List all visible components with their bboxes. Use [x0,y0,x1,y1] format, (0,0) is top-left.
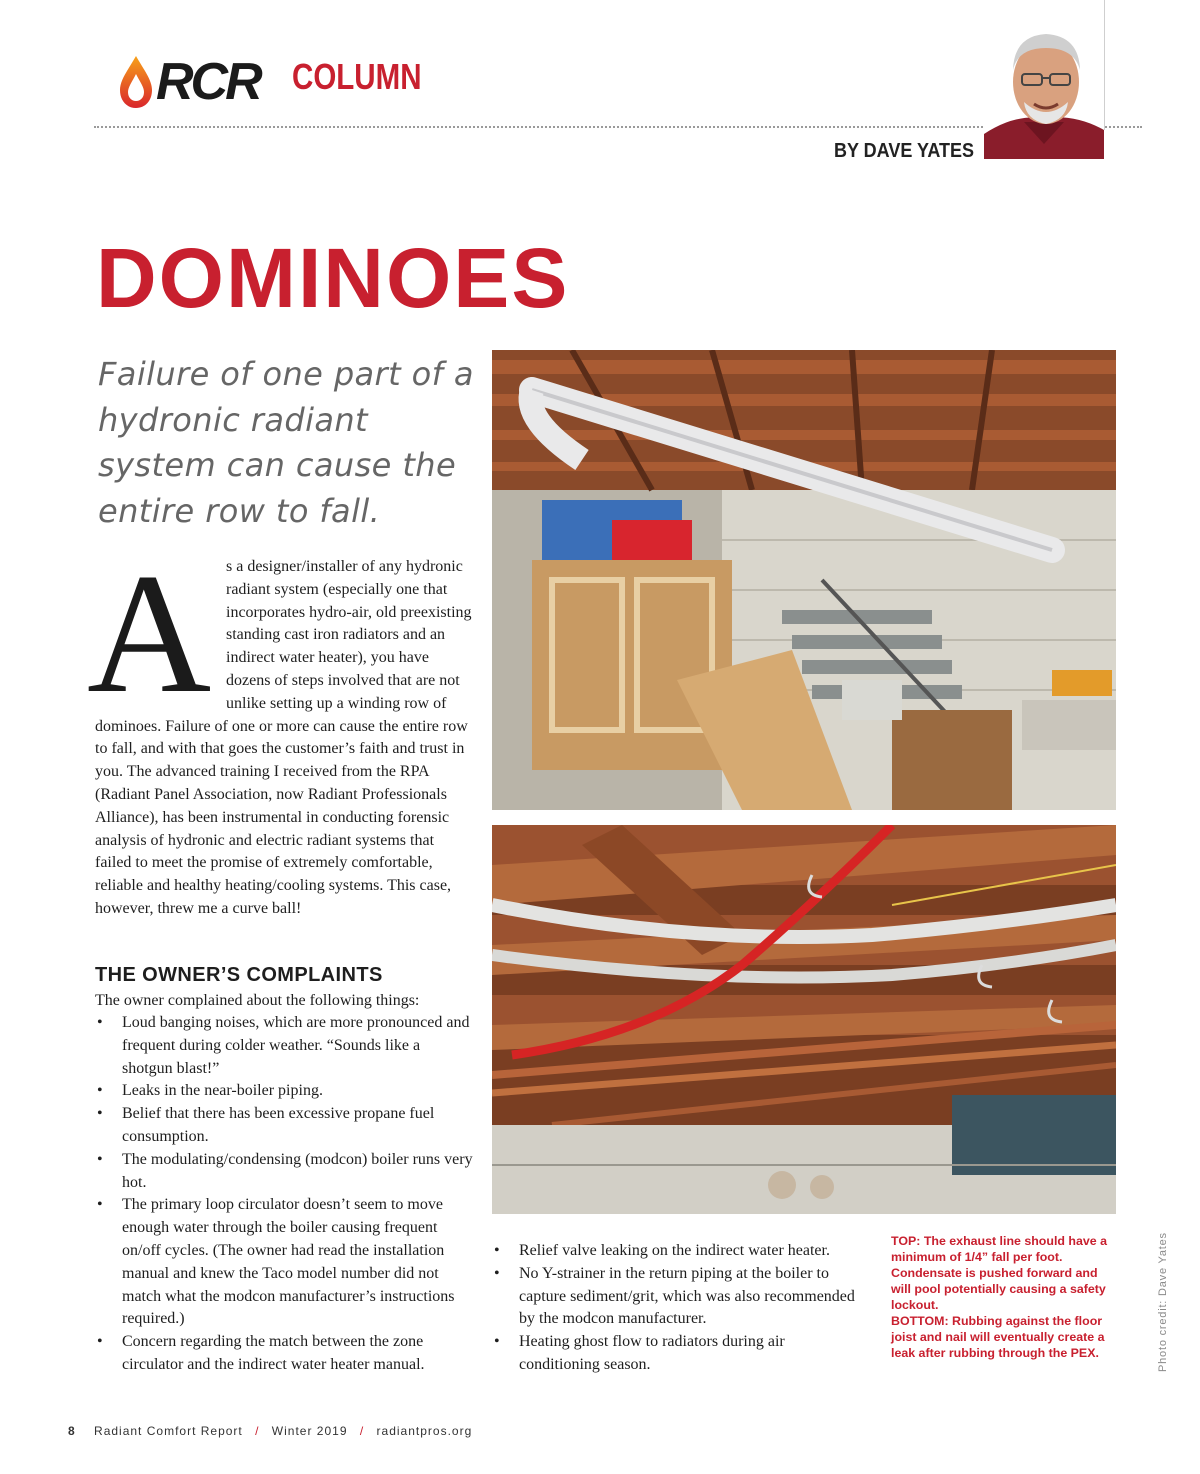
intro-section [87,539,473,921]
intro-text: s a designer/installer of any hydronic radiant system (especially one that incorporates hydro-air, old preexisting standing cast iron radiators and an indirect water heater), you have dozens of steps involved that are not unlike setting up a winding row of dominoes. Failure of one or more can cause the entire row to fall, and with that goes the customer’s faith and trust in you. The advanced training I received from the RPA (Radiant Panel Association, now Radiant Professionals Alliance), has been instrumental in conducting forensic analysis of hydronic and electric radiant systems that failed to meet the promise of extremely comfortable, reliable and healthy heating/cooling systems. This case, however, threw me a curve ball! [95,558,472,917]
joist-pex-photo [492,825,1116,1214]
byline: BY DAVE YATES [834,140,975,162]
footer-separator: / [359,1424,365,1438]
list-item: • Leaks in the near-boiler piping. [95,1080,473,1103]
section-heading-complaints: THE OWNER’S COMPLAINTS [95,964,383,986]
caption-top: TOP: The exhaust line should have a minimum of 1/4” fall per foot. Condensate is pushed forward and will pool potentially causing a safety lockout. [891,1234,1107,1312]
complaints-list-left [95,1012,473,1377]
article-title: DOMINOES [96,231,570,325]
list-item: • Relief valve leaking on the indirect water heater. [492,1240,862,1263]
author-headshot [984,22,1104,159]
drop-cap: A [87,539,212,729]
flame-drop-icon [118,54,154,110]
page-number: 8 [68,1424,76,1438]
complaints-list-right [492,1240,862,1377]
list-item: • Concern regarding the match between the zone circulator and the indirect water heater manual. [95,1331,473,1377]
logo-wordmark: RCR [156,53,260,111]
complaints-intro: The owner complained about the following things: [95,992,420,1009]
website-link[interactable]: radiantpros.org [376,1424,473,1438]
photo-caption [891,1233,1113,1361]
list-item: • Loud banging noises, which are more pronounced and frequent during colder weather. “Sounds like a shotgun blast!” [95,1012,473,1080]
list-item: • The primary loop circulator doesn’t seem to move enough water through the boiler causing frequent on/off cycles. (The owner had read the installation manual and knew the Taco model number did not match what the modcon manufacturer’s instructions required.) [95,1194,473,1331]
photo-credit: Photo credit: Dave Yates [1157,1232,1169,1372]
basement-exhaust-photo [492,350,1116,810]
footer-separator: / [255,1424,260,1438]
list-item: • Belief that there has been excessive propane fuel consumption. [95,1103,473,1149]
rcr-logo [118,52,260,112]
column-label: COLUMN [292,56,422,97]
caption-bottom: BOTTOM: Rubbing against the floor joist and nail will eventually create a leak after rubbing through the PEX. [891,1314,1105,1360]
publication-name: Radiant Comfort Report [94,1424,243,1438]
list-item: • Heating ghost flow to radiators during air conditioning season. [492,1331,862,1377]
issue-date: Winter 2019 [271,1424,348,1438]
header-vertical-rule [1104,0,1105,130]
article-subtitle: Failure of one part of a hydronic radiant system can cause the entire row to fall. [98,355,474,530]
list-item: • The modulating/condensing (modcon) boiler runs very hot. [95,1149,473,1195]
page-footer [68,1424,472,1438]
list-item: • No Y-strainer in the return piping at the boiler to capture sediment/grit, which was also recommended by the modcon manufacturer. [492,1263,862,1331]
